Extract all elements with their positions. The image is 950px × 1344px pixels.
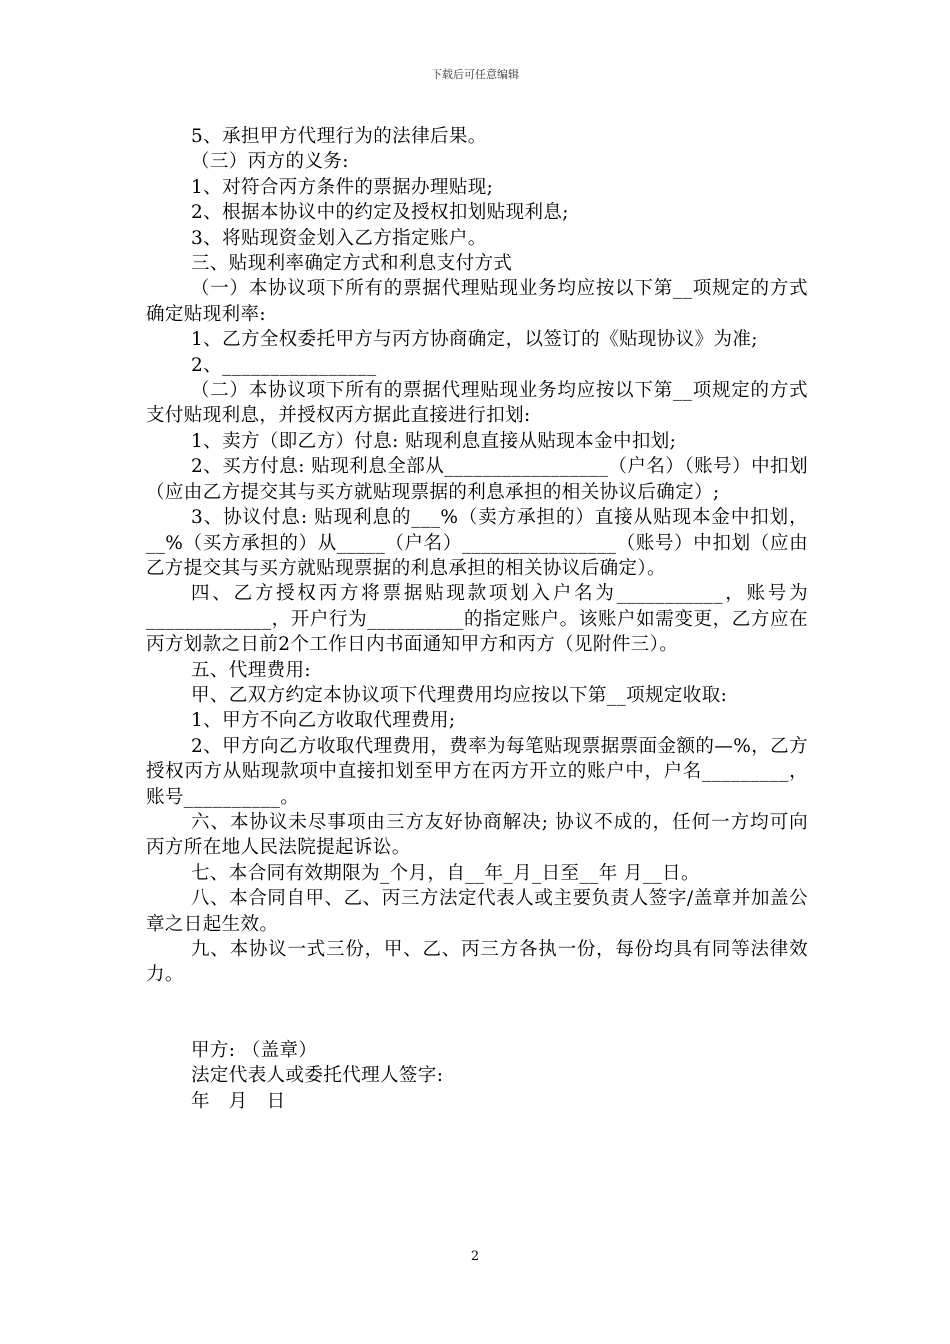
paragraph: （三）丙方的义务: bbox=[191, 151, 349, 173]
paragraph: 2、________________ bbox=[191, 354, 377, 376]
document-body bbox=[146, 124, 808, 1114]
signature-representative: 法定代表人或委托代理人签字: bbox=[191, 1065, 444, 1087]
paragraph: 3、协议付息: 贴现利息的___%（卖方承担的）直接从贴现本金中扣划，__%（买方承担的）从_____（户名）________________（账号）中扣划（应由乙方提交其与买方就贴现票据的利息承担的相关协议后确定）。 bbox=[146, 507, 808, 579]
paragraph: 2、买方付息: 贴现利息全部从_________________（户名）（账号）中扣划（应由乙方提交其与买方就贴现票据的利息承担的相关协议后确定）; bbox=[146, 456, 808, 503]
signature-date: 年 月 日 bbox=[191, 1090, 286, 1112]
paragraph: 1、对符合丙方条件的票据办理贴现; bbox=[191, 176, 494, 198]
signature-party-a: 甲方: （盖章） bbox=[191, 1039, 318, 1061]
paragraph: 3、将贴现资金划入乙方指定账户。 bbox=[191, 227, 487, 249]
paragraph: （一）本协议项下所有的票据代理贴现业务均应按以下第__项规定的方式确定贴现利率: bbox=[146, 278, 808, 325]
section-heading: 三、贴现利率确定方式和利息支付方式 bbox=[191, 253, 513, 275]
paragraph: （二）本协议项下所有的票据代理贴现业务均应按以下第__项规定的方式支付贴现利息，并授权丙方据此直接进行扣划: bbox=[146, 380, 808, 427]
section-heading: 四、乙方授权丙方将票据贴现款项划入户名为___________，账号为_____________，开户行为__________的指定账户。该账户如需变更，乙方应在丙方划款之日前2个工作日内书面通知甲方和丙方（见附件三）。 bbox=[146, 583, 808, 656]
paragraph: 甲、乙双方约定本协议项下代理费用均应按以下第__项规定收取: bbox=[191, 684, 728, 706]
paragraph: 1、卖方（即乙方）付息: 贴现利息直接从贴现本金中扣划; bbox=[191, 430, 677, 452]
paragraph: 5、承担甲方代理行为的法律后果。 bbox=[191, 126, 487, 147]
paragraph: 2、甲方向乙方收取代理费用，费率为每笔贴现票据票面金额的—%，乙方授权丙方从贴现款项中直接扣划至甲方在丙方开立的账户中，户名_________，账号__________。 bbox=[146, 735, 808, 808]
paragraph: 1、乙方全权委托甲方与丙方协商确定，以签订的《贴现协议》为准; bbox=[191, 329, 758, 351]
section-heading: 九、本协议一式三份，甲、乙、丙三方各执一份，每份均具有同等法律效力。 bbox=[146, 939, 808, 986]
section-heading: 八、本合同自甲、乙、丙三方法定代表人或主要负责人签字/盖章并加盖公章之日起生效。 bbox=[146, 888, 808, 935]
section-heading: 六、本协议未尽事项由三方友好协商解决; 协议不成的，任何一方均可向丙方所在地人民法院提起诉讼。 bbox=[146, 811, 808, 859]
section-heading: 五、代理费用: bbox=[191, 659, 312, 681]
section-heading: 七、本合同有效期限为_个月，自__年_月_日至__年 月__日。 bbox=[191, 862, 700, 884]
page-number: 2 bbox=[470, 1249, 480, 1264]
paragraph: 2、根据本协议中的约定及授权扣划贴现利息; bbox=[191, 202, 569, 224]
page-header: 下载后可任意编辑 bbox=[431, 68, 519, 81]
paragraph: 1、甲方不向乙方收取代理费用; bbox=[191, 710, 456, 732]
